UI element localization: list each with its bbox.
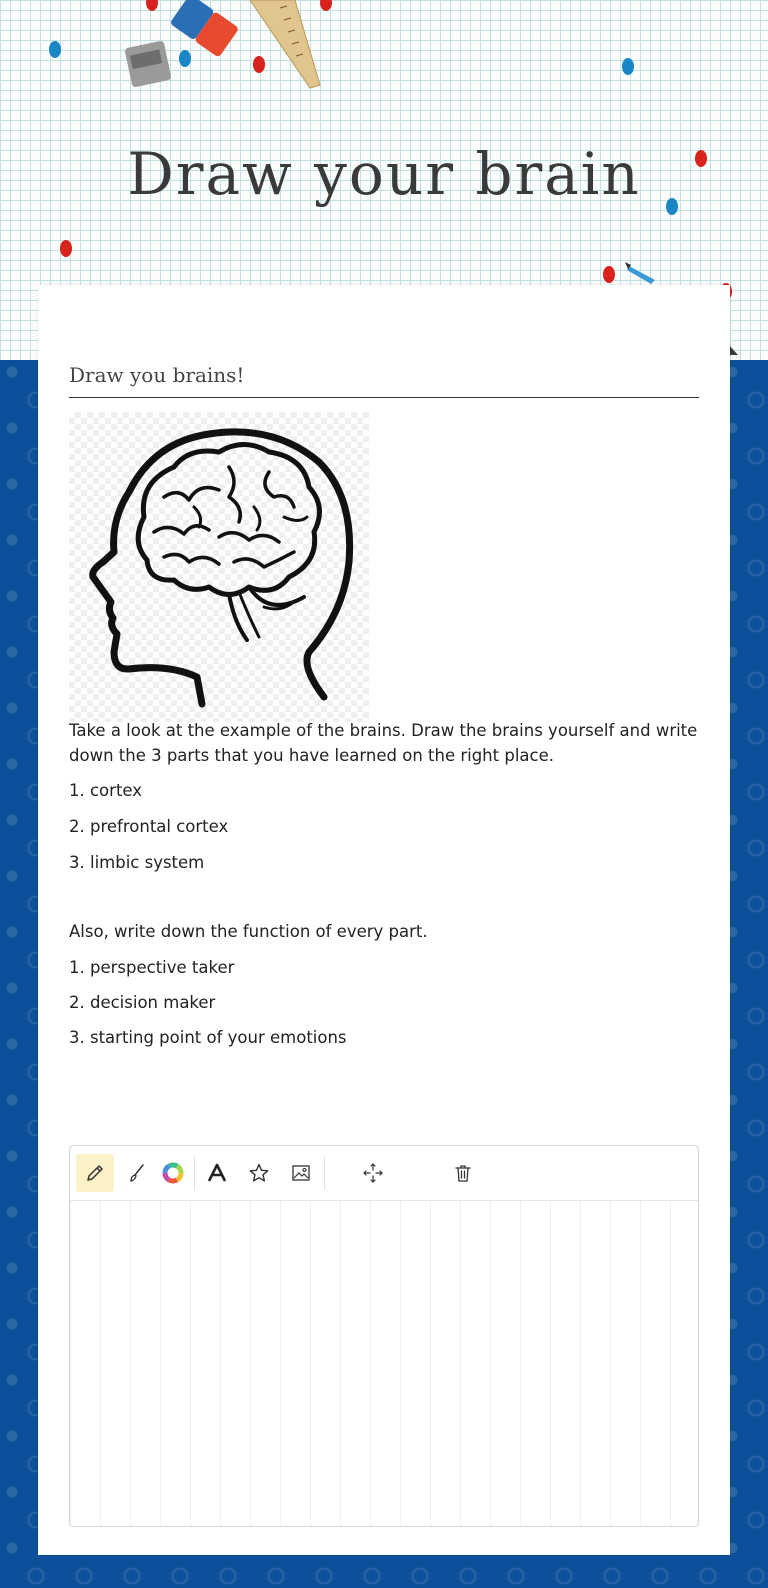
list-item: 1. perspective taker [69, 958, 235, 977]
toolbar-divider [194, 1156, 195, 1190]
pencil-decoration-icon [625, 262, 665, 286]
list-item: 1. cortex [69, 781, 143, 800]
pencil-tool-button[interactable] [76, 1154, 114, 1192]
sharpener-icon [124, 40, 171, 87]
confetti-dot [49, 41, 61, 58]
brain-head-icon [69, 412, 369, 722]
color-picker-button[interactable] [154, 1154, 192, 1192]
image-icon [290, 1162, 312, 1184]
school-supplies-decoration [120, 0, 330, 95]
delete-tool-button[interactable] [444, 1154, 482, 1192]
instructions-paragraph: Take a look at the example of the brains. Draw the brains yourself and write down the 3 parts that you have learned on the right place. [69, 721, 698, 765]
brain-example-image [69, 412, 369, 722]
confetti-dot [622, 58, 634, 75]
drawing-toolbar [70, 1146, 698, 1201]
brush-icon [127, 1163, 147, 1183]
trash-icon [453, 1163, 473, 1183]
functions-section [69, 919, 699, 1050]
drawing-canvas[interactable] [70, 1201, 698, 1526]
move-icon [362, 1162, 384, 1184]
brush-tool-button[interactable] [118, 1154, 156, 1192]
star-icon [248, 1162, 270, 1184]
parts-list [69, 778, 699, 875]
confetti-dot [603, 266, 615, 283]
toolbar-divider [324, 1156, 325, 1190]
color-wheel-icon [162, 1162, 184, 1184]
text-tool-button[interactable] [198, 1154, 236, 1192]
list-item: 3. starting point of your emotions [69, 1028, 347, 1047]
ruler-icon [250, 0, 320, 88]
eraser-icon [170, 0, 240, 58]
shape-tool-button[interactable] [240, 1154, 278, 1192]
worksheet-card [38, 285, 730, 1555]
move-tool-button[interactable] [354, 1154, 392, 1192]
page-title: Draw your brain [127, 140, 641, 208]
drawing-widget [69, 1145, 699, 1527]
confetti-dot [60, 240, 72, 257]
function-prompt: Also, write down the function of every part. [69, 922, 428, 941]
image-tool-button[interactable] [282, 1154, 320, 1192]
pencil-icon [85, 1163, 105, 1183]
list-item: 2. decision maker [69, 993, 216, 1012]
list-item: 2. prefrontal cortex [69, 817, 229, 836]
text-icon [206, 1162, 228, 1184]
instructions-text [69, 718, 699, 768]
section-title: Draw you brains! [69, 363, 699, 398]
list-item: 3. limbic system [69, 853, 205, 872]
